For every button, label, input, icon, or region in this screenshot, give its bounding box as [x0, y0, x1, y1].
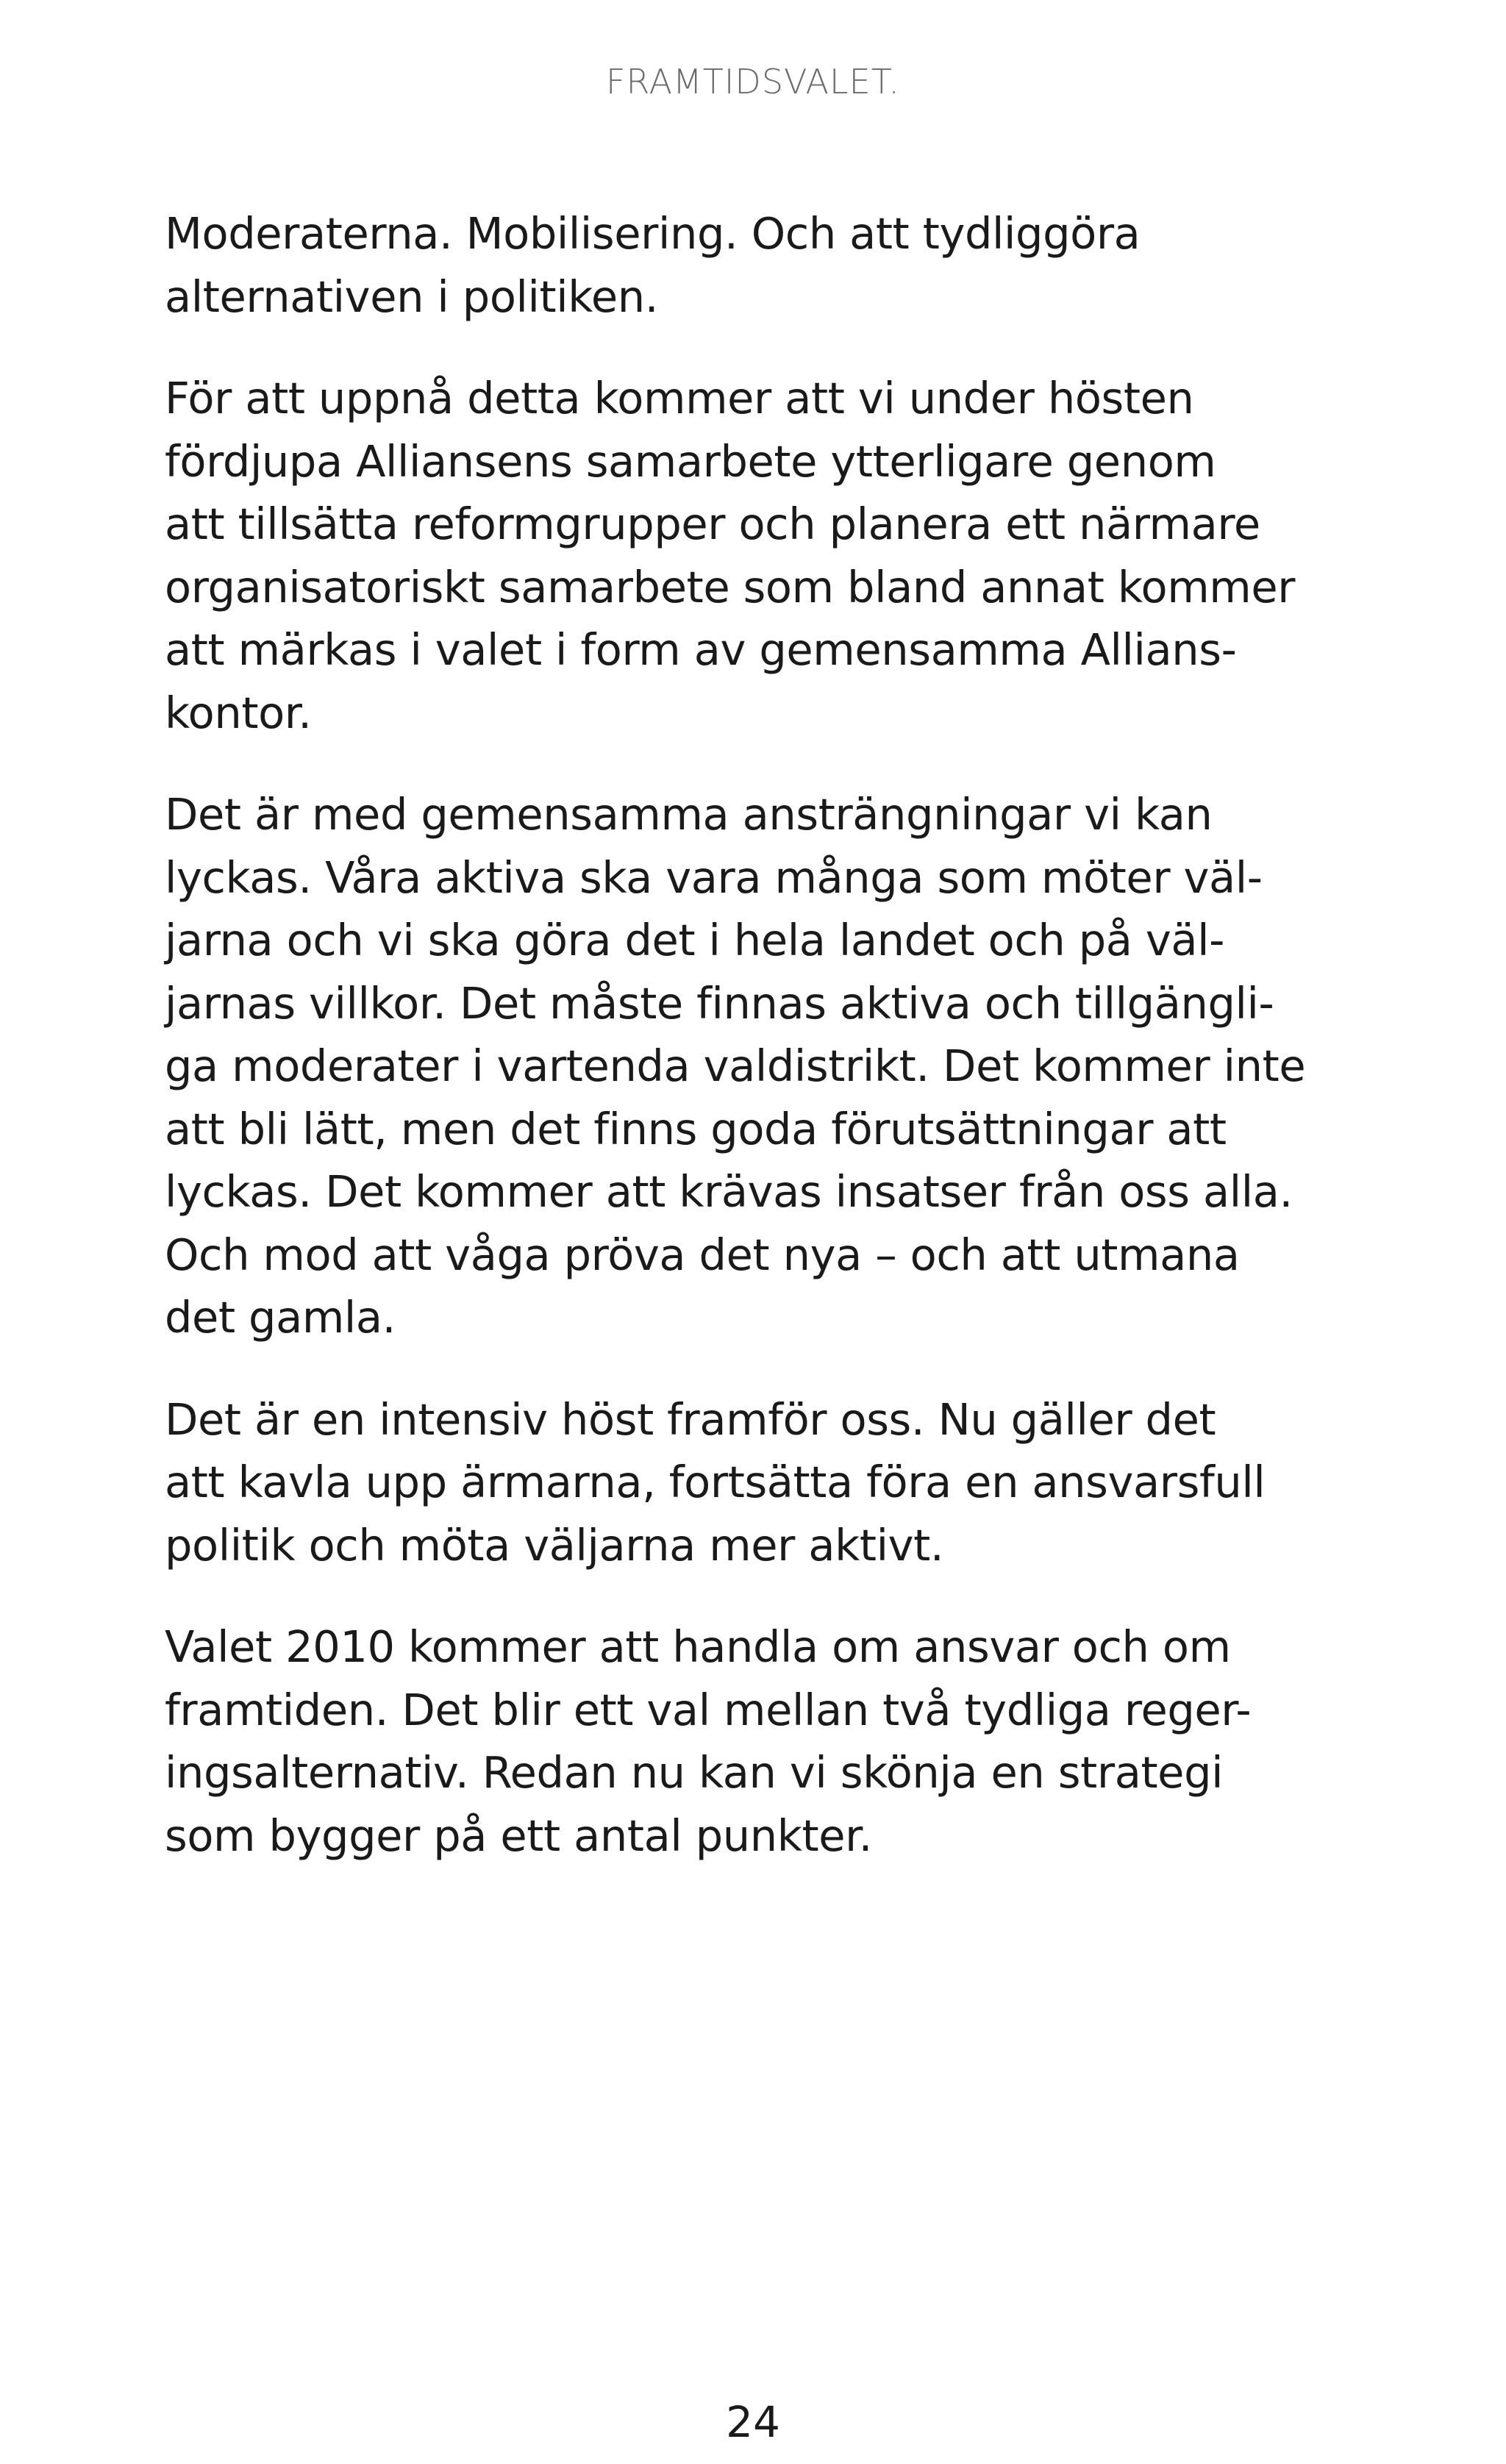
- paragraph-3: Det är med gemensamma ansträngningar vi kan lyckas. Våra aktiva ska vara många som möter väl- jarna och vi ska göra det i hela landet och på väl- jarnas villkor. Det måste finnas aktiva och tillgängli- ga moderater i vartenda valdistrikt. Det kommer inte att bli lätt, men det finns goda förutsättningar att lyckas. Det kommer att krävas insatser från oss alla. Och mod att våga pröva det nya – och att utmana det gamla.: [165, 789, 1306, 1343]
- body-text: [165, 202, 1312, 1906]
- paragraph-5: Valet 2010 kommer att handla om ansvar och om framtiden. Det blir ett val mellan två tydliga reger- ingsalternativ. Redan nu kan vi skönja en strategi som bygger på ett antal punkter.: [165, 1621, 1252, 1861]
- paragraph-4: Det är en intensiv höst framför oss. Nu gäller det att kavla upp ärmarna, fortsätta föra en ansvarsfull politik och möta väljarna mer aktivt.: [165, 1393, 1266, 1571]
- paragraph-1: Moderaterna. Mobilisering. Och att tydliggöra alternativen i politiken.: [165, 208, 1141, 322]
- page-number: 24: [726, 2397, 780, 2447]
- running-header: FRAMTIDSVALET.: [606, 62, 900, 101]
- paragraph-2: För att uppnå detta kommer att vi under hösten fördjupa Alliansens samarbete ytterligare genom att tillsätta reformgrupper och planera ett närmare organisatoriskt samarbete som bland annat kommer att märkas i valet i form av gemensamma Allians- kontor.: [165, 373, 1296, 738]
